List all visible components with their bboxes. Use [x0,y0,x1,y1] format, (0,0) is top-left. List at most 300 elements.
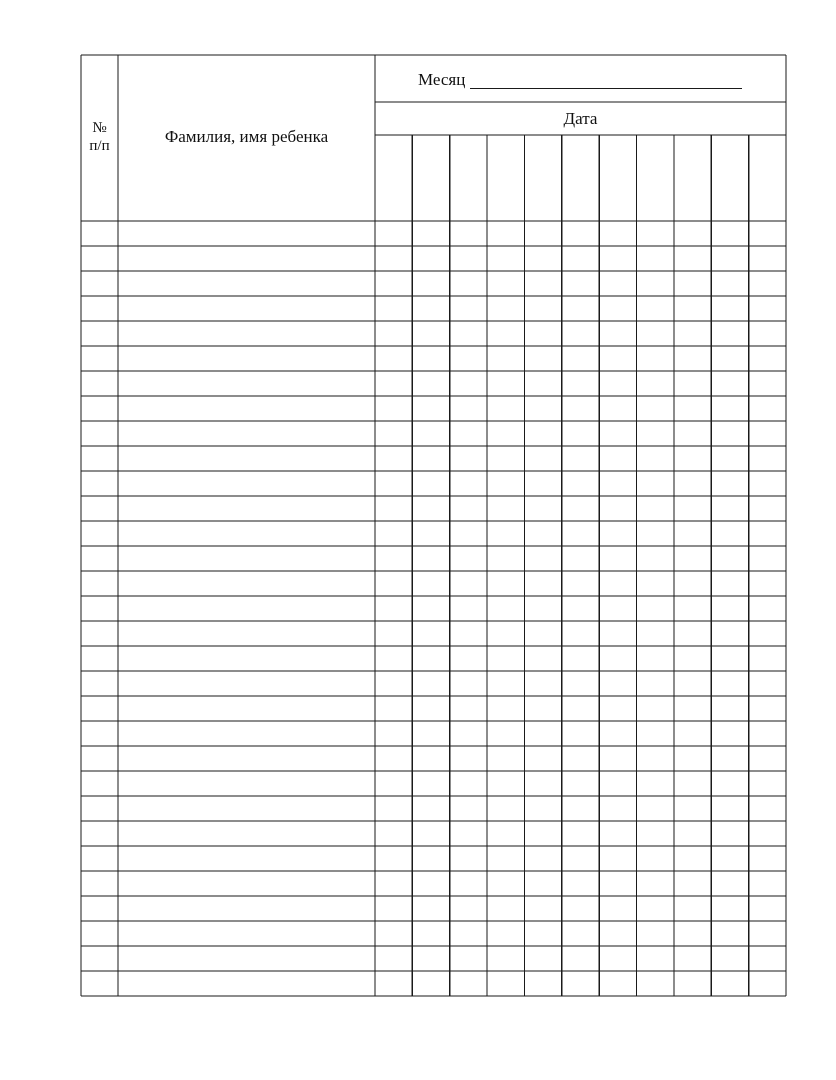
attendance-cell[interactable] [637,371,674,396]
attendance-cell[interactable] [749,471,786,496]
attendance-cell[interactable] [450,946,487,971]
attendance-cell[interactable] [599,771,636,796]
attendance-cell[interactable] [487,846,524,871]
attendance-cell[interactable] [637,871,674,896]
attendance-cell[interactable] [562,846,599,871]
child-name-cell[interactable] [118,571,375,596]
attendance-cell[interactable] [637,221,674,246]
attendance-cell[interactable] [375,371,412,396]
attendance-cell[interactable] [637,521,674,546]
row-number-cell[interactable] [81,921,118,946]
attendance-cell[interactable] [637,446,674,471]
attendance-cell[interactable] [637,746,674,771]
child-name-cell[interactable] [118,971,375,996]
attendance-cell[interactable] [599,846,636,871]
attendance-cell[interactable] [375,921,412,946]
child-name-cell[interactable] [118,446,375,471]
attendance-cell[interactable] [412,521,449,546]
row-number-cell[interactable] [81,246,118,271]
attendance-cell[interactable] [674,796,711,821]
child-name-cell[interactable] [118,796,375,821]
attendance-cell[interactable] [524,396,561,421]
attendance-cell[interactable] [450,571,487,596]
attendance-cell[interactable] [674,596,711,621]
attendance-cell[interactable] [749,296,786,321]
attendance-cell[interactable] [524,296,561,321]
attendance-cell[interactable] [674,271,711,296]
attendance-cell[interactable] [524,921,561,946]
attendance-cell[interactable] [524,546,561,571]
attendance-cell[interactable] [562,371,599,396]
attendance-cell[interactable] [599,246,636,271]
attendance-cell[interactable] [599,396,636,421]
attendance-cell[interactable] [412,571,449,596]
attendance-cell[interactable] [375,696,412,721]
attendance-cell[interactable] [674,746,711,771]
attendance-cell[interactable] [749,696,786,721]
attendance-cell[interactable] [711,721,748,746]
attendance-cell[interactable] [711,546,748,571]
attendance-cell[interactable] [524,471,561,496]
child-name-cell[interactable] [118,871,375,896]
child-name-cell[interactable] [118,321,375,346]
attendance-cell[interactable] [562,471,599,496]
attendance-cell[interactable] [450,346,487,371]
attendance-cell[interactable] [450,971,487,996]
attendance-cell[interactable] [711,396,748,421]
attendance-cell[interactable] [711,496,748,521]
attendance-cell[interactable] [375,796,412,821]
attendance-cell[interactable] [450,246,487,271]
attendance-cell[interactable] [637,296,674,321]
child-name-cell[interactable] [118,721,375,746]
attendance-cell[interactable] [711,446,748,471]
attendance-cell[interactable] [487,496,524,521]
attendance-cell[interactable] [375,271,412,296]
attendance-cell[interactable] [562,546,599,571]
attendance-cell[interactable] [599,521,636,546]
attendance-cell[interactable] [674,971,711,996]
row-number-cell[interactable] [81,846,118,871]
attendance-cell[interactable] [375,746,412,771]
attendance-cell[interactable] [375,721,412,746]
attendance-cell[interactable] [487,646,524,671]
attendance-cell[interactable] [711,246,748,271]
attendance-cell[interactable] [487,871,524,896]
attendance-cell[interactable] [749,646,786,671]
attendance-cell[interactable] [674,371,711,396]
attendance-cell[interactable] [711,771,748,796]
attendance-cell[interactable] [487,671,524,696]
attendance-cell[interactable] [450,446,487,471]
attendance-cell[interactable] [599,446,636,471]
attendance-cell[interactable] [450,896,487,921]
attendance-cell[interactable] [749,771,786,796]
attendance-cell[interactable] [749,221,786,246]
attendance-cell[interactable] [599,646,636,671]
row-number-cell[interactable] [81,221,118,246]
attendance-cell[interactable] [524,446,561,471]
attendance-cell[interactable] [599,546,636,571]
attendance-cell[interactable] [450,771,487,796]
attendance-cell[interactable] [412,371,449,396]
attendance-cell[interactable] [375,771,412,796]
row-number-cell[interactable] [81,596,118,621]
attendance-cell[interactable] [599,971,636,996]
child-name-cell[interactable] [118,346,375,371]
attendance-cell[interactable] [487,921,524,946]
row-number-cell[interactable] [81,821,118,846]
attendance-cell[interactable] [412,646,449,671]
child-name-cell[interactable] [118,621,375,646]
attendance-cell[interactable] [412,221,449,246]
attendance-cell[interactable] [749,921,786,946]
child-name-cell[interactable] [118,546,375,571]
attendance-cell[interactable] [375,546,412,571]
attendance-cell[interactable] [599,896,636,921]
attendance-cell[interactable] [375,446,412,471]
row-number-cell[interactable] [81,371,118,396]
attendance-cell[interactable] [562,321,599,346]
attendance-cell[interactable] [524,246,561,271]
attendance-cell[interactable] [749,671,786,696]
child-name-cell[interactable] [118,496,375,521]
row-number-cell[interactable] [81,571,118,596]
attendance-cell[interactable] [674,521,711,546]
attendance-cell[interactable] [711,896,748,921]
attendance-cell[interactable] [637,421,674,446]
attendance-cell[interactable] [450,921,487,946]
attendance-cell[interactable] [450,496,487,521]
attendance-cell[interactable] [450,521,487,546]
attendance-cell[interactable] [412,421,449,446]
attendance-cell[interactable] [375,246,412,271]
attendance-cell[interactable] [375,571,412,596]
attendance-cell[interactable] [637,696,674,721]
attendance-cell[interactable] [711,846,748,871]
attendance-cell[interactable] [450,396,487,421]
attendance-cell[interactable] [749,321,786,346]
row-number-cell[interactable] [81,296,118,321]
attendance-cell[interactable] [711,696,748,721]
attendance-cell[interactable] [375,321,412,346]
child-name-cell[interactable] [118,696,375,721]
attendance-cell[interactable] [487,321,524,346]
attendance-cell[interactable] [674,496,711,521]
attendance-cell[interactable] [412,496,449,521]
attendance-cell[interactable] [749,396,786,421]
attendance-cell[interactable] [711,571,748,596]
attendance-cell[interactable] [599,696,636,721]
attendance-cell[interactable] [562,821,599,846]
attendance-cell[interactable] [562,221,599,246]
attendance-cell[interactable] [487,396,524,421]
attendance-cell[interactable] [487,721,524,746]
attendance-cell[interactable] [375,346,412,371]
attendance-cell[interactable] [375,296,412,321]
attendance-cell[interactable] [562,971,599,996]
attendance-cell[interactable] [749,946,786,971]
attendance-cell[interactable] [711,271,748,296]
attendance-cell[interactable] [749,596,786,621]
attendance-cell[interactable] [524,796,561,821]
attendance-cell[interactable] [412,821,449,846]
attendance-cell[interactable] [749,746,786,771]
attendance-cell[interactable] [674,696,711,721]
attendance-cell[interactable] [749,546,786,571]
attendance-cell[interactable] [637,546,674,571]
row-number-cell[interactable] [81,546,118,571]
attendance-cell[interactable] [524,496,561,521]
attendance-cell[interactable] [412,446,449,471]
attendance-cell[interactable] [637,246,674,271]
attendance-cell[interactable] [450,221,487,246]
row-number-cell[interactable] [81,621,118,646]
attendance-cell[interactable] [487,521,524,546]
attendance-cell[interactable] [711,946,748,971]
row-number-cell[interactable] [81,421,118,446]
attendance-cell[interactable] [674,771,711,796]
attendance-cell[interactable] [749,271,786,296]
attendance-cell[interactable] [450,871,487,896]
attendance-cell[interactable] [674,946,711,971]
attendance-cell[interactable] [487,696,524,721]
attendance-cell[interactable] [524,346,561,371]
attendance-cell[interactable] [711,596,748,621]
attendance-cell[interactable] [674,296,711,321]
row-number-cell[interactable] [81,871,118,896]
attendance-cell[interactable] [375,871,412,896]
attendance-cell[interactable] [412,921,449,946]
row-number-cell[interactable] [81,346,118,371]
child-name-cell[interactable] [118,946,375,971]
attendance-cell[interactable] [562,421,599,446]
child-name-cell[interactable] [118,671,375,696]
attendance-cell[interactable] [562,921,599,946]
attendance-cell[interactable] [412,596,449,621]
attendance-cell[interactable] [599,371,636,396]
attendance-cell[interactable] [674,646,711,671]
attendance-cell[interactable] [637,671,674,696]
attendance-cell[interactable] [524,621,561,646]
row-number-cell[interactable] [81,271,118,296]
attendance-cell[interactable] [637,596,674,621]
attendance-cell[interactable] [524,596,561,621]
attendance-cell[interactable] [749,521,786,546]
attendance-cell[interactable] [487,346,524,371]
attendance-cell[interactable] [599,821,636,846]
attendance-cell[interactable] [637,571,674,596]
attendance-cell[interactable] [674,471,711,496]
attendance-cell[interactable] [412,746,449,771]
attendance-cell[interactable] [674,396,711,421]
child-name-cell[interactable] [118,221,375,246]
attendance-cell[interactable] [599,921,636,946]
attendance-cell[interactable] [412,971,449,996]
attendance-cell[interactable] [562,721,599,746]
attendance-cell[interactable] [412,321,449,346]
attendance-cell[interactable] [524,946,561,971]
attendance-cell[interactable] [711,796,748,821]
attendance-cell[interactable] [524,771,561,796]
attendance-cell[interactable] [637,796,674,821]
attendance-cell[interactable] [599,671,636,696]
attendance-cell[interactable] [375,821,412,846]
attendance-cell[interactable] [487,746,524,771]
attendance-cell[interactable] [749,421,786,446]
attendance-cell[interactable] [749,371,786,396]
attendance-cell[interactable] [637,771,674,796]
attendance-cell[interactable] [599,221,636,246]
attendance-cell[interactable] [412,946,449,971]
attendance-cell[interactable] [487,271,524,296]
attendance-cell[interactable] [637,621,674,646]
attendance-cell[interactable] [562,871,599,896]
attendance-cell[interactable] [562,396,599,421]
attendance-cell[interactable] [524,571,561,596]
attendance-cell[interactable] [524,271,561,296]
attendance-cell[interactable] [637,946,674,971]
attendance-cell[interactable] [711,746,748,771]
attendance-cell[interactable] [637,321,674,346]
attendance-cell[interactable] [674,221,711,246]
attendance-cell[interactable] [711,221,748,246]
attendance-cell[interactable] [524,321,561,346]
attendance-cell[interactable] [412,271,449,296]
attendance-cell[interactable] [375,846,412,871]
attendance-cell[interactable] [450,546,487,571]
attendance-cell[interactable] [562,246,599,271]
attendance-cell[interactable] [412,796,449,821]
attendance-cell[interactable] [637,896,674,921]
attendance-cell[interactable] [487,246,524,271]
attendance-cell[interactable] [749,621,786,646]
attendance-cell[interactable] [674,571,711,596]
attendance-cell[interactable] [599,471,636,496]
attendance-cell[interactable] [637,646,674,671]
attendance-cell[interactable] [599,871,636,896]
attendance-cell[interactable] [487,546,524,571]
attendance-cell[interactable] [674,546,711,571]
attendance-cell[interactable] [375,646,412,671]
attendance-cell[interactable] [562,296,599,321]
attendance-cell[interactable] [450,296,487,321]
attendance-cell[interactable] [375,671,412,696]
attendance-cell[interactable] [599,621,636,646]
attendance-cell[interactable] [637,821,674,846]
attendance-cell[interactable] [637,496,674,521]
row-number-cell[interactable] [81,696,118,721]
attendance-cell[interactable] [637,721,674,746]
child-name-cell[interactable] [118,371,375,396]
attendance-cell[interactable] [749,821,786,846]
attendance-cell[interactable] [450,471,487,496]
row-number-cell[interactable] [81,446,118,471]
attendance-cell[interactable] [599,946,636,971]
attendance-cell[interactable] [711,971,748,996]
attendance-cell[interactable] [524,721,561,746]
attendance-cell[interactable] [599,321,636,346]
attendance-cell[interactable] [375,896,412,921]
attendance-cell[interactable] [412,871,449,896]
attendance-cell[interactable] [749,446,786,471]
attendance-cell[interactable] [524,696,561,721]
attendance-cell[interactable] [599,746,636,771]
attendance-cell[interactable] [450,421,487,446]
attendance-cell[interactable] [450,621,487,646]
attendance-cell[interactable] [599,721,636,746]
row-number-cell[interactable] [81,521,118,546]
attendance-cell[interactable] [524,821,561,846]
child-name-cell[interactable] [118,821,375,846]
attendance-cell[interactable] [487,771,524,796]
attendance-cell[interactable] [450,596,487,621]
attendance-cell[interactable] [412,396,449,421]
child-name-cell[interactable] [118,246,375,271]
attendance-cell[interactable] [599,596,636,621]
attendance-cell[interactable] [674,896,711,921]
attendance-cell[interactable] [749,571,786,596]
attendance-cell[interactable] [562,596,599,621]
attendance-cell[interactable] [524,421,561,446]
attendance-cell[interactable] [637,396,674,421]
attendance-cell[interactable] [562,621,599,646]
attendance-cell[interactable] [524,846,561,871]
row-number-cell[interactable] [81,646,118,671]
attendance-cell[interactable] [487,946,524,971]
attendance-cell[interactable] [749,971,786,996]
attendance-cell[interactable] [674,671,711,696]
attendance-cell[interactable] [375,971,412,996]
attendance-cell[interactable] [637,846,674,871]
attendance-cell[interactable] [637,921,674,946]
child-name-cell[interactable] [118,521,375,546]
attendance-cell[interactable] [375,621,412,646]
attendance-cell[interactable] [674,446,711,471]
attendance-cell[interactable] [450,821,487,846]
attendance-cell[interactable] [749,246,786,271]
child-name-cell[interactable] [118,296,375,321]
attendance-cell[interactable] [487,421,524,446]
attendance-cell[interactable] [674,871,711,896]
attendance-cell[interactable] [562,696,599,721]
attendance-cell[interactable] [375,221,412,246]
attendance-cell[interactable] [524,671,561,696]
attendance-cell[interactable] [487,796,524,821]
attendance-cell[interactable] [674,321,711,346]
attendance-cell[interactable] [487,596,524,621]
attendance-cell[interactable] [749,721,786,746]
attendance-cell[interactable] [637,271,674,296]
attendance-cell[interactable] [450,271,487,296]
child-name-cell[interactable] [118,271,375,296]
attendance-cell[interactable] [375,471,412,496]
attendance-cell[interactable] [487,821,524,846]
attendance-cell[interactable] [375,946,412,971]
attendance-cell[interactable] [749,896,786,921]
attendance-cell[interactable] [599,421,636,446]
attendance-cell[interactable] [562,571,599,596]
row-number-cell[interactable] [81,946,118,971]
attendance-cell[interactable] [524,746,561,771]
attendance-cell[interactable] [637,471,674,496]
attendance-cell[interactable] [674,821,711,846]
attendance-cell[interactable] [711,921,748,946]
child-name-cell[interactable] [118,921,375,946]
row-number-cell[interactable] [81,746,118,771]
attendance-cell[interactable] [412,546,449,571]
attendance-cell[interactable] [524,221,561,246]
